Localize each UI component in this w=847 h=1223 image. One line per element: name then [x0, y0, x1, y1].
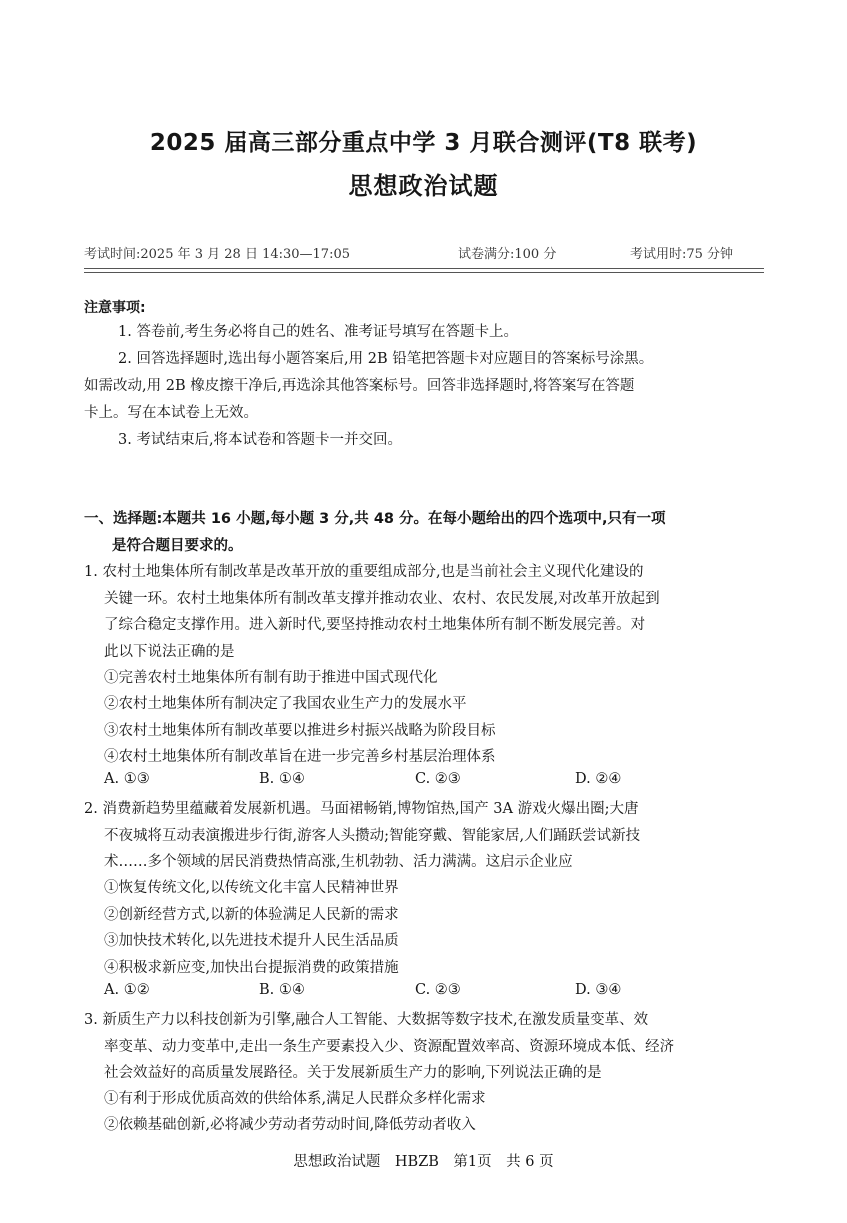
section-heading: 一、选择题:本题共 16 小题,每小题 3 分,共 48 分。在每小题给出的四个选项中,只有一项 — [84, 511, 666, 527]
exam-duration: 考试用时:75 分钟 — [630, 247, 734, 262]
question-3-stem: 社会效益好的高质量发展路径。关于发展新质生产力的影响,下列说法正确的是 — [104, 1065, 602, 1081]
question-1-stem: 关键一环。农村土地集体所有制改革支撑并推动农业、农村、农民发展,对改革开放起到 — [104, 591, 660, 607]
question-2-stem: 术……多个领域的居民消费热情高涨,生机勃勃、活力满满。这启示企业应 — [104, 854, 573, 870]
question-2-statement: ④积极求新应变,加快出台提振消费的政策措施 — [104, 960, 399, 976]
exam-subject-title: 思想政治试题 — [348, 172, 499, 200]
option-c: C. ②③ — [415, 771, 461, 787]
notice-line: 如需改动,用 2B 橡皮擦干净后,再选涂其他答案标号。回答非选择题时,将答案写在答题 — [84, 378, 635, 394]
notice-line: 2. 回答选择题时,选出每小题答案后,用 2B 铅笔把答题卡对应题目的答案标号涂黑。 — [118, 351, 654, 367]
notice-line: 卡上。写在本试卷上无效。 — [84, 405, 258, 421]
question-1-stem: 1. 农村土地集体所有制改革是改革开放的重要组成部分,也是当前社会主义现代化建设的 — [84, 564, 644, 580]
notice-heading: 注意事项: — [84, 300, 146, 316]
notice-line: 1. 答卷前,考生务必将自己的姓名、准考证号填写在答题卡上。 — [118, 324, 519, 340]
header-divider-top — [84, 268, 764, 269]
option-a: A. ①② — [104, 982, 150, 998]
option-b: B. ①④ — [259, 982, 305, 998]
option-a: A. ①③ — [104, 771, 150, 787]
question-2-stem: 不夜城将互动表演搬进步行街,游客人头攒动;智能穿戴、智能家居,人们踊跃尝试新技 — [104, 828, 641, 844]
question-1-statement: ②农村土地集体所有制决定了我国农业生产力的发展水平 — [104, 696, 467, 712]
exam-title: 2025 届高三部分重点中学 3 月联合测评(T8 联考) — [149, 130, 698, 156]
question-2-statement: ②创新经营方式,以新的体验满足人民新的需求 — [104, 907, 399, 923]
question-1-stem: 此以下说法正确的是 — [104, 644, 235, 660]
option-b: B. ①④ — [259, 771, 305, 787]
question-1-stem: 了综合稳定支撑作用。进入新时代,要坚持推动农村土地集体所有制不断发展完善。对 — [104, 617, 646, 633]
question-3-stem: 3. 新质生产力以科技创新为引擎,融合人工智能、大数据等数字技术,在激发质量变革、效 — [84, 1012, 649, 1028]
option-c: C. ②③ — [415, 982, 461, 998]
question-1-statement: ④农村土地集体所有制改革旨在进一步完善乡村基层治理体系 — [104, 749, 496, 765]
question-3-stem: 率变革、动力变革中,走出一条生产要素投入少、资源配置效率高、资源环境成本低、经济 — [104, 1039, 675, 1055]
question-2-statement: ③加快技术转化,以先进技术提升人民生活品质 — [104, 933, 399, 949]
full-score: 试卷满分:100 分 — [458, 247, 557, 262]
notice-line: 3. 考试结束后,将本试卷和答题卡一并交回。 — [118, 432, 403, 448]
question-2-stem: 2. 消费新趋势里蕴藏着发展新机遇。马面裙畅销,博物馆热,国产 3A 游戏火爆出圈;大唐 — [84, 801, 639, 817]
question-1-statement: ①完善农村土地集体所有制有助于推进中国式现代化 — [104, 670, 438, 686]
section-heading-cont: 是符合题目要求的。 — [112, 538, 243, 554]
exam-time: 考试时间:2025 年 3 月 28 日 14:30—17:05 — [84, 247, 350, 262]
question-3-statement: ②依赖基础创新,必将减少劳动者劳动时间,降低劳动者收入 — [104, 1117, 476, 1133]
question-1-statement: ③农村土地集体所有制改革要以推进乡村振兴战略为阶段目标 — [104, 723, 496, 739]
option-d: D. ③④ — [575, 982, 622, 998]
option-d: D. ②④ — [575, 771, 622, 787]
question-2-statement: ①恢复传统文化,以传统文化丰富人民精神世界 — [104, 880, 399, 896]
header-divider-bottom — [84, 272, 764, 273]
page-footer: 思想政治试题 HBZB 第1页 共 6 页 — [293, 1154, 554, 1170]
question-3-statement: ①有利于形成优质高效的供给体系,满足人民群众多样化需求 — [104, 1091, 486, 1107]
